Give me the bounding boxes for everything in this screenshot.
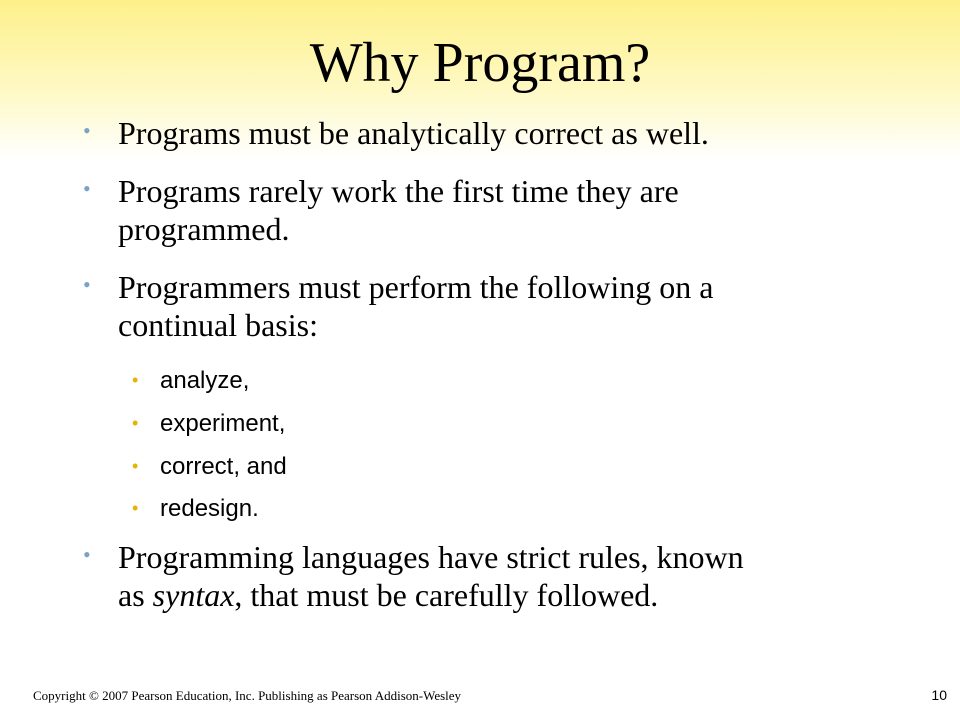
sub-bullet-item [132,494,259,524]
sub-bullet-text: correct, and [160,453,287,480]
slide-title: Why Program? [309,32,651,94]
sub-bullet-text: redesign. [160,495,259,522]
bullet-dot-icon: • [83,272,91,297]
syntax-term: syntax [152,577,235,613]
bullet-text-line2: continual basis: [118,307,318,343]
page-number: 10 [931,687,947,703]
bullet-text: Programs must be analytically correct as well. [118,115,709,151]
bullet-item [83,268,858,344]
sub-bullet-item [132,409,286,439]
bullet-text-line2: programmed. [118,211,290,247]
sub-bullet-text: analyze, [160,367,250,394]
bullet-dot-icon: • [83,542,91,567]
sub-bullet-item [132,366,250,396]
bullet-text-line1: Programmers must perform the following on a [118,269,714,305]
bullet-item [83,538,858,614]
sub-bullet-text: experiment, [160,410,286,437]
bullet-dot-icon: • [83,118,91,143]
sub-bullet-item [132,452,287,482]
copyright-footer: Copyright © 2007 Pearson Education, Inc. Publishing as Pearson Addison-Wesley [33,688,462,703]
sub-bullet-dot-icon: • [132,498,139,518]
sub-bullet-dot-icon: • [132,370,139,390]
sub-bullet-dot-icon: • [132,413,139,433]
bullet-text-line1: Programs rarely work the first time they are [118,173,679,209]
bullet-dot-icon: • [83,176,91,201]
bullet-text-line2-before: as [118,577,153,613]
bullet-text-line1: Programming languages have strict rules, known [118,539,744,575]
bullet-item [83,114,858,152]
bullet-item [83,172,858,248]
sub-bullet-dot-icon: • [132,456,139,476]
bullet-text-line2-after: , that must be carefully followed. [234,577,659,613]
